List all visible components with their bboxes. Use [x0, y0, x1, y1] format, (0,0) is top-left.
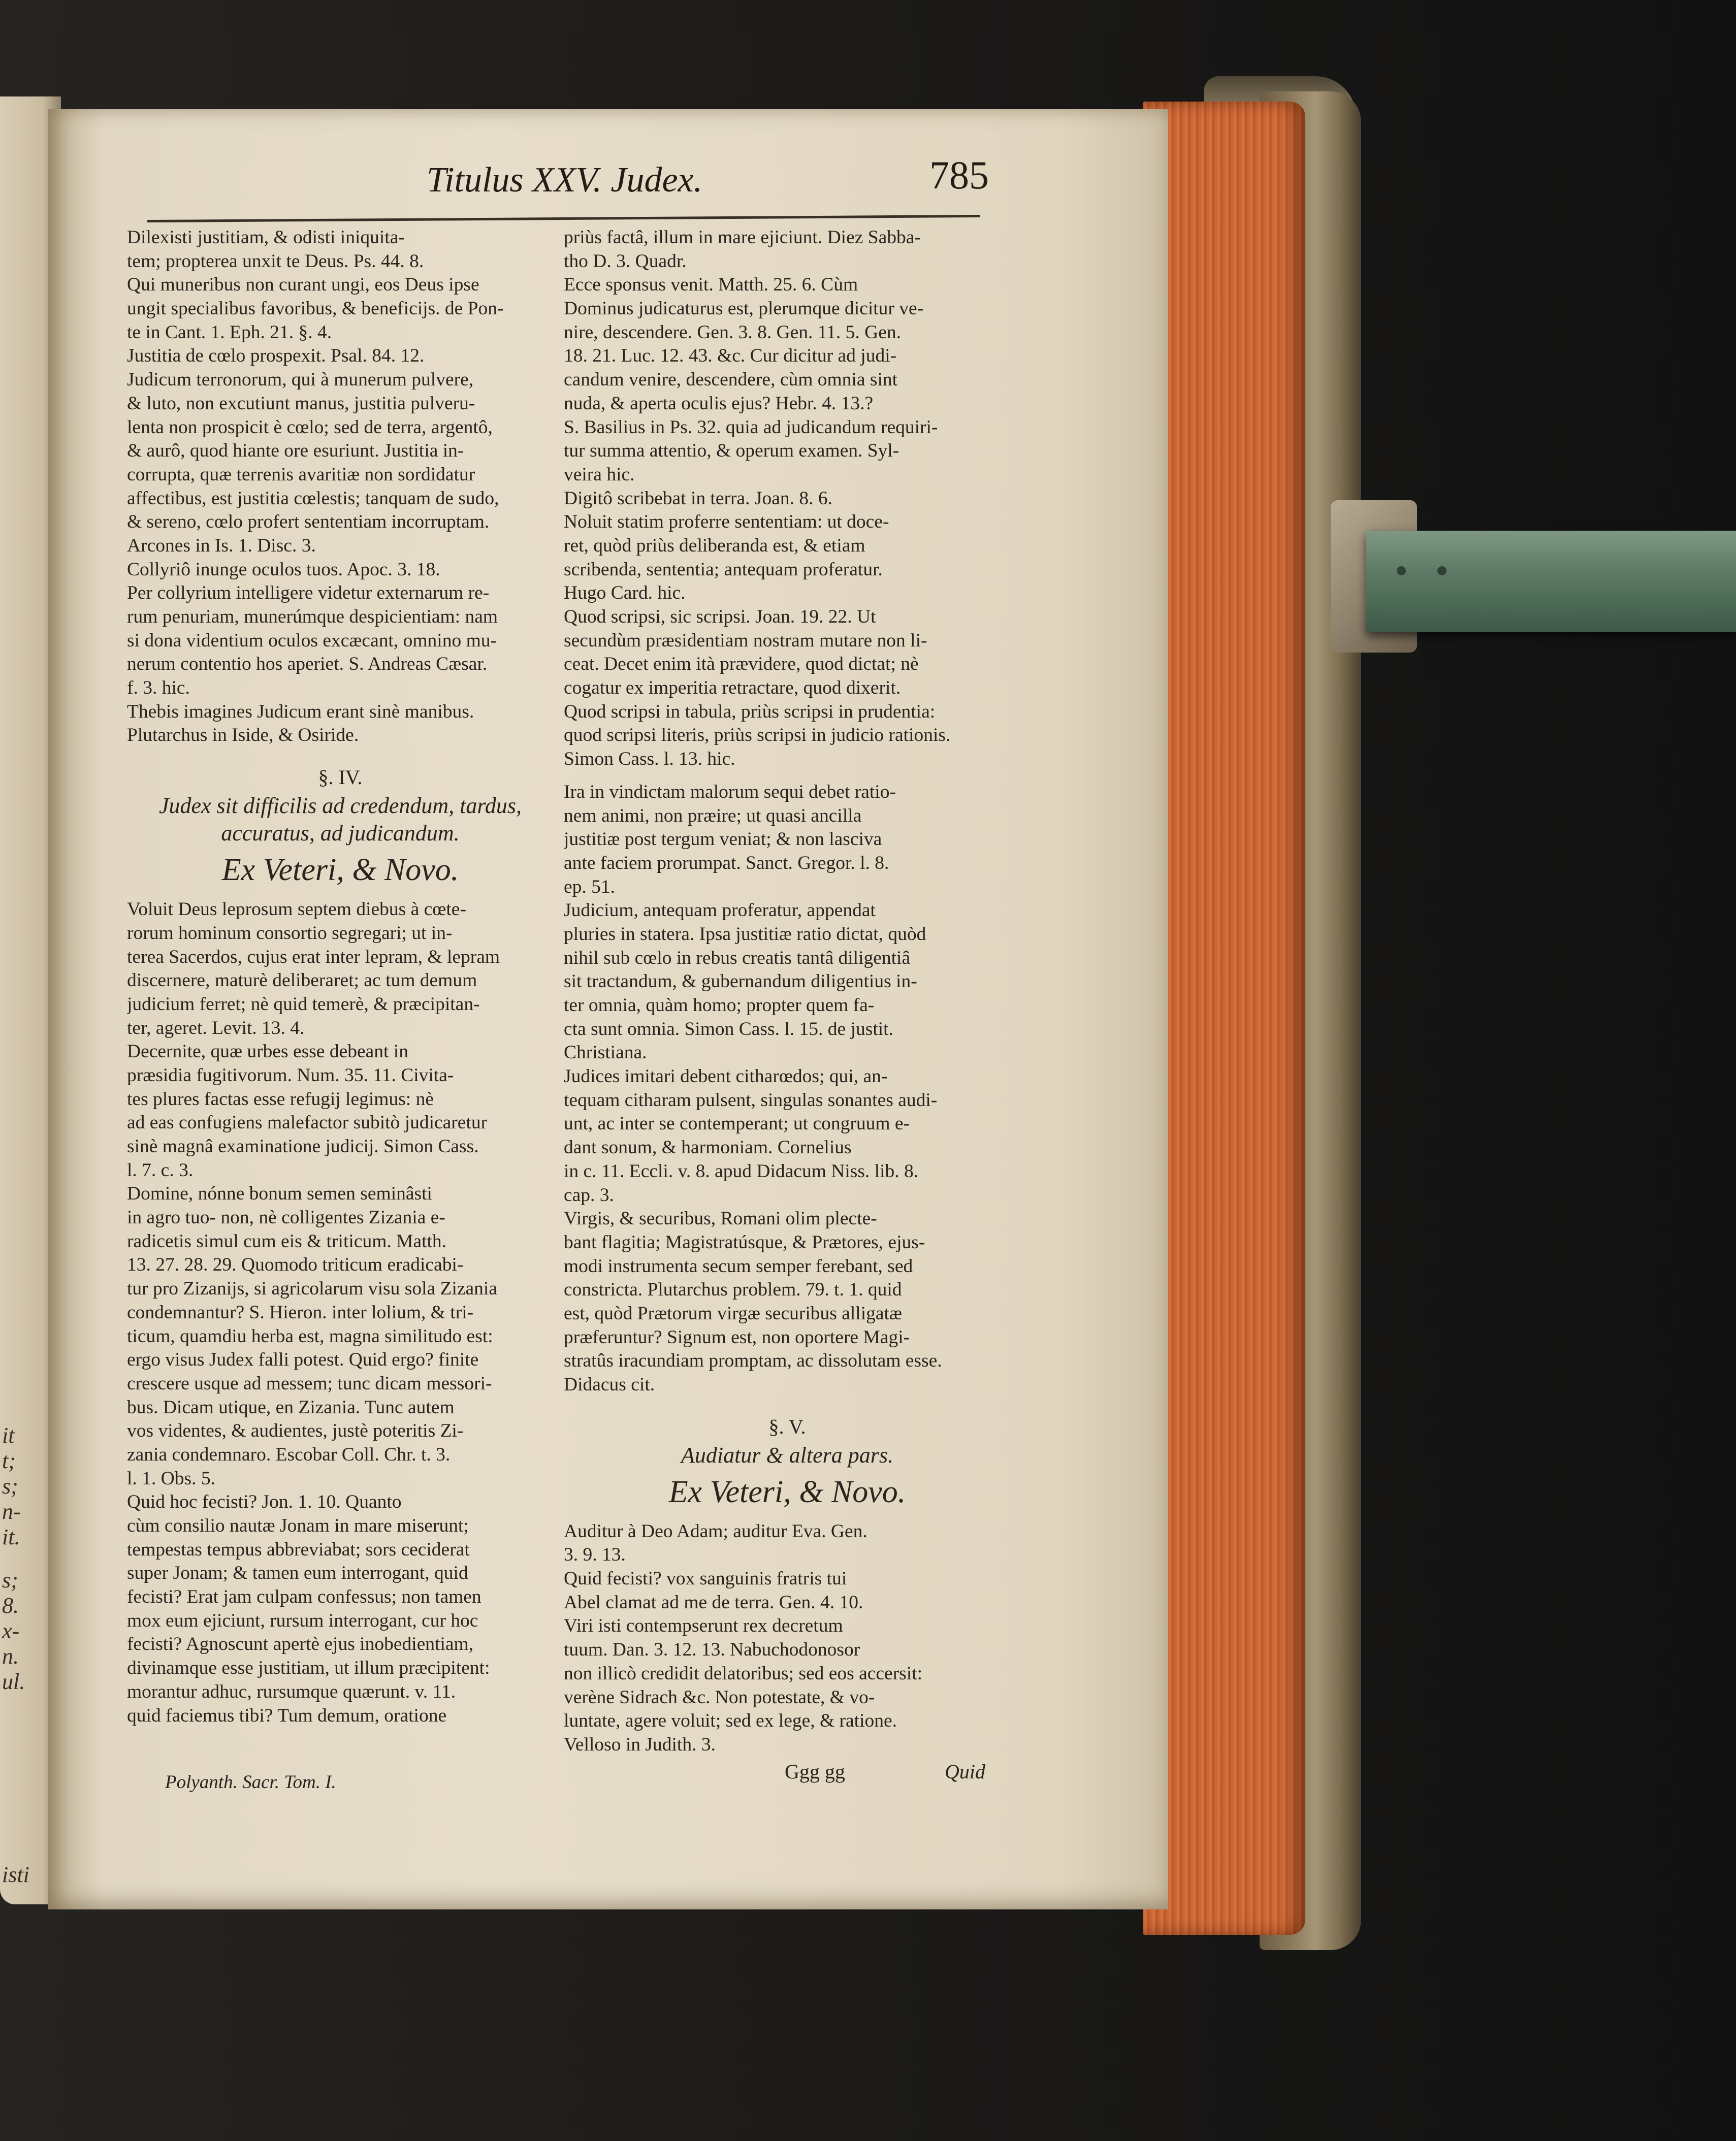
- edge-fragment: 8.: [2, 1593, 19, 1618]
- text-line: ungit specialibus favoribus, & beneficijs. de Pon-: [127, 298, 504, 319]
- text-line: l. 7. c. 3.: [127, 1159, 194, 1181]
- text-line: cogatur ex imperitia retractare, quod dixerit.: [564, 677, 901, 699]
- text-line: Viri isti contempserunt rex decretum: [564, 1615, 843, 1637]
- text-line: Justitia de cœlo prospexit. Psal. 84. 12.: [127, 345, 425, 367]
- source-heading: Ex Veteri, & Novo.: [668, 1474, 906, 1509]
- text-line: & aurô, quod hiante ore esuriunt. Justitia in-: [127, 440, 464, 462]
- text-line: crescere usque ad messem; tunc dicam messori-: [127, 1373, 492, 1394]
- text-line: nihil sub cœlo in rebus creatis tantâ diligentiâ: [564, 947, 911, 968]
- text-line: ter omnia, quàm homo; propter quem fa-: [564, 995, 875, 1016]
- text-line: S. Basilius in Ps. 32. quia ad judicandum requiri-: [564, 416, 938, 438]
- edge-fragment: it: [2, 1423, 15, 1448]
- text-line: veira hic.: [564, 464, 635, 485]
- text-line: Qui muneribus non curant ungi, eos Deus ipse: [127, 274, 479, 296]
- text-line: Virgis, & securibus, Romani olim plecte-: [564, 1208, 877, 1229]
- text-line: mox eum ejiciunt, rursum interrogant, cur hoc: [127, 1610, 478, 1631]
- text-line: Dilexisti justitiam, & odisti iniquita-: [127, 227, 405, 248]
- text-line: Velloso in Judith. 3.: [564, 1734, 716, 1755]
- text-line: ret, quòd priùs deliberanda est, & etiam: [564, 535, 865, 556]
- text-line: si dona videntium oculos excæcant, omnino mu-: [127, 630, 497, 651]
- rivet-icon: [1437, 566, 1446, 575]
- text-line: affectibus, est justitia cœlestis; tanquam de sudo,: [127, 488, 499, 509]
- section-subtitle: Audiatur & altera pars.: [681, 1442, 894, 1468]
- edge-fragment: n-: [2, 1499, 21, 1524]
- text-line: & sereno, cœlo profert sententiam incorruptam.: [127, 511, 490, 533]
- page-header: [427, 150, 1006, 211]
- text-line: super Jonam; & tamen eum interrogant, quid: [127, 1563, 468, 1584]
- text-line: fecisti? Erat jam culpam confessus; non tamen: [127, 1586, 481, 1608]
- text-line: discernere, maturè deliberaret; ac tum demum: [127, 970, 477, 991]
- text-line: l. 1. Obs. 5.: [127, 1468, 215, 1489]
- section-subtitle: accuratus, ad judicandum.: [221, 821, 460, 846]
- text-line: in c. 11. Eccli. v. 8. apud Didacum Niss. lib. 8.: [564, 1160, 919, 1182]
- text-line: tho D. 3. Quadr.: [564, 250, 687, 272]
- text-line: Thebis imagines Judicum erant sinè manibus.: [127, 701, 474, 722]
- text-line: cap. 3.: [564, 1184, 614, 1206]
- text-line: ceat. Decet enim ità prævidere, quod dictat; nè: [564, 654, 919, 675]
- text-line: ante faciem prorumpat. Sanct. Gregor. l. 8.: [564, 852, 889, 873]
- text-line: Collyriô inunge oculos tuos. Apoc. 3. 18.: [127, 559, 440, 580]
- text-line: [127, 1728, 554, 1751]
- text-line: Decernite, quæ urbes esse debeant in: [127, 1041, 408, 1062]
- text-line: Quod scripsi in tabula, priùs scripsi in prudentia:: [564, 701, 936, 722]
- signature-mark: Ggg gg: [785, 1760, 845, 1783]
- text-line: tem; propterea unxit te Deus. Ps. 44. 8.: [127, 250, 424, 272]
- text-line: Hugo Card. hic.: [564, 582, 686, 604]
- edge-fragment: it.: [2, 1524, 20, 1549]
- text-line: secundùm præsidentiam nostram mutare non li-: [564, 630, 927, 651]
- text-line: unt, ac inter se contemperant; ut congruum e-: [564, 1113, 910, 1134]
- text-line: Auditur à Deo Adam; auditur Eva. Gen.: [564, 1520, 867, 1542]
- text-line: priùs factâ, illum in mare ejiciunt. Diez Sabba-: [564, 227, 921, 248]
- text-line: Abel clamat ad me de terra. Gen. 4. 10.: [564, 1592, 863, 1613]
- text-line: Dominus judicaturus est, plerumque dicitur ve-: [564, 298, 924, 319]
- text-line: ep. 51.: [564, 876, 616, 897]
- text-line: justitiæ post tergum veniat; & non lasciva: [564, 829, 882, 850]
- text-line: rorum hominum consortio segregari; ut in-: [127, 922, 453, 944]
- text-line: radicetis simul cum eis & triticum. Matth.: [127, 1230, 447, 1252]
- edge-fragment: s;: [2, 1568, 18, 1593]
- text-line: Christiana.: [564, 1042, 647, 1063]
- text-line: Voluit Deus leprosum septem diebus à cœte-: [127, 899, 466, 920]
- section-subtitle: Judex sit difficilis ad credendum, tardus,: [158, 793, 522, 819]
- text-line: Quid hoc fecisti? Jon. 1. 10. Quanto: [127, 1491, 402, 1513]
- text-line: verène Sidrach &c. Non potestate, & vo-: [564, 1686, 875, 1708]
- edge-fragment: t;: [2, 1448, 16, 1473]
- text-line: corrupta, quæ terrenis avaritiæ non sordidatur: [127, 464, 475, 485]
- text-line: rum penuriam, munerúmque despicientiam: nam: [127, 606, 498, 627]
- text-line: tur pro Zizanijs, si agricolarum visu sola Zizania: [127, 1278, 497, 1300]
- text-line: Ecce sponsus venit. Matth. 25. 6. Cùm: [564, 274, 858, 296]
- text-line: quod scripsi literis, priùs scripsi in judicio rationis.: [564, 725, 951, 746]
- left-column: [127, 226, 554, 1751]
- text-line: bant flagitia; Magistratúsque, & Prætores, ejus-: [564, 1231, 925, 1253]
- page-number: 785: [929, 153, 989, 197]
- text-line: bus. Dicam utique, en Zizania. Tunc autem: [127, 1397, 455, 1418]
- text-line: Domine, nónne bonum semen seminâsti: [127, 1183, 432, 1205]
- text-line: ergo visus Judex falli potest. Quid ergo? finite: [127, 1349, 479, 1371]
- text-line: Judicium, antequam proferatur, appendat: [564, 900, 876, 921]
- edge-fragment: n.: [2, 1644, 19, 1669]
- text-line: f. 3. hic.: [127, 677, 190, 699]
- text-line: zania condemnaro. Escobar Coll. Chr. t. 3.: [127, 1444, 451, 1465]
- text-line: Quod scripsi, sic scripsi. Joan. 19. 22. Ut: [564, 606, 876, 627]
- text-line: sinè magnâ examinatione judicij. Simon Cass.: [127, 1136, 479, 1157]
- text-line: dant sonum, & harmoniam. Cornelius: [564, 1137, 852, 1158]
- rivet-icon: [1397, 566, 1406, 575]
- text-line: ad eas confugiens malefactor subitò judicaretur: [127, 1112, 488, 1133]
- text-line: judicium ferret; nè quid temerè, & præcipitan-: [127, 993, 480, 1015]
- text-line: fecisti? Agnoscunt apertè ejus inobedientiam,: [127, 1634, 474, 1655]
- text-line: tequam citharam pulsent, singulas sonantes audi-: [564, 1089, 938, 1111]
- catchword: Quid: [945, 1760, 985, 1783]
- edge-fragment: x-: [2, 1618, 20, 1643]
- text-line: condemnantur? S. Hieron. inter lolium, & tri-: [127, 1302, 474, 1323]
- text-line: tur summa attentio, & operum examen. Syl-: [564, 440, 899, 462]
- text-line: nem animi, non præire; ut quasi ancilla: [564, 805, 862, 826]
- text-line: modi instrumenta secum semper ferebant, sed: [564, 1255, 913, 1277]
- text-line: lenta non prospicit è cœlo; sed de terra, argentô,: [127, 416, 493, 438]
- edge-fragment: ul.: [2, 1669, 25, 1694]
- text-line: divinamque esse justitiam, ut illum præcipitent:: [127, 1658, 490, 1679]
- running-title: Titulus XXV. Judex.: [427, 160, 703, 200]
- text-line: pluries in statera. Ipsa justitiæ ratio dictat, quòd: [564, 923, 926, 945]
- text-line: in agro tuo- non, nè colligentes Zizania e-: [127, 1207, 445, 1228]
- text-line: Noluit statim proferre sententiam: ut doce-: [564, 511, 889, 533]
- edge-fragment: s;: [2, 1474, 18, 1499]
- text-line: 18. 21. Luc. 12. 43. &c. Cur dicitur ad judi-: [564, 345, 897, 367]
- right-column: [564, 226, 1011, 1757]
- source-heading: Ex Veteri, & Novo.: [221, 853, 459, 888]
- text-line: tuum. Dan. 3. 12. 13. Nabuchodonosor: [564, 1639, 860, 1661]
- text-line: Ira in vindictam malorum sequi debet ratio-: [564, 781, 896, 802]
- text-line: præsidia fugitivorum. Num. 35. 11. Civita-: [127, 1064, 454, 1086]
- metal-clasp: [1366, 531, 1736, 632]
- text-line: Quid fecisti? vox sanguinis fratris tui: [564, 1568, 847, 1589]
- text-line: Digitô scribebat in terra. Joan. 8. 6.: [564, 488, 833, 509]
- section-heading: §. IV.: [318, 766, 363, 789]
- text-line: quid faciemus tibi? Tum demum, oratione: [127, 1705, 447, 1726]
- section-heading: §. V.: [768, 1415, 806, 1438]
- text-line: tes plures factas esse refugij legimus: nè: [127, 1088, 434, 1110]
- text-line: morantur adhuc, rursumque quærunt. v. 11.: [127, 1681, 456, 1702]
- text-line: cta sunt omnia. Simon Cass. l. 15. de justit.: [564, 1018, 893, 1040]
- text-line: non illicò credidit delatoribus; sed eos accersit:: [564, 1663, 923, 1684]
- text-line: nuda, & aperta oculis ejus? Hebr. 4. 13.?: [564, 393, 874, 414]
- text-line: Judices imitari debent citharœdos; qui, an-: [564, 1066, 888, 1087]
- text-line: Judicum terronorum, qui à munerum pulvere,: [127, 369, 474, 391]
- text-line: Plutarchus in Iside, & Osiride.: [127, 725, 359, 746]
- text-line: præferuntur? Signum est, non oportere Magi-: [564, 1326, 910, 1348]
- text-line: constricta. Plutarchus problem. 79. t. 1. quid: [564, 1279, 902, 1301]
- text-line: Per collyrium intelligere videtur externarum re-: [127, 582, 490, 604]
- text-line: luntate, agere voluit; sed ex lege, & ratione.: [564, 1710, 897, 1732]
- edge-fragment: isti: [2, 1862, 29, 1887]
- text-line: Simon Cass. l. 13. hic.: [564, 749, 735, 770]
- text-line: nire, descendere. Gen. 3. 8. Gen. 11. 5. Gen.: [564, 321, 902, 343]
- text-line: ter, ageret. Levit. 13. 4.: [127, 1017, 305, 1039]
- text-line: 13. 27. 28. 29. Quomodo triticum eradicabi-: [127, 1254, 464, 1276]
- text-line: scribenda, sententia; antequam proferatur.: [564, 559, 883, 580]
- text-line: ticum, quamdiu herba est, magna similitudo est:: [127, 1325, 493, 1347]
- text-line: Didacus cit.: [564, 1374, 655, 1395]
- text-line: nerum contentio hos aperiet. S. Andreas Cæsar.: [127, 654, 488, 675]
- text-line: 3. 9. 13.: [564, 1544, 626, 1566]
- text-line: te in Cant. 1. Eph. 21. §. 4.: [127, 321, 332, 343]
- text-line: cùm consilio nautæ Jonam in mare miserunt;: [127, 1515, 469, 1536]
- text-line: est, quòd Prætorum virgæ securibus alligatæ: [564, 1303, 902, 1324]
- text-line: tempestas tempus abbreviabat; sors ceciderat: [127, 1539, 470, 1560]
- text-line: & luto, non excutiunt manus, justitia pulveru-: [127, 393, 475, 414]
- text-line: candum venire, descendere, cùm omnia sint: [564, 369, 898, 391]
- text-line: sit tractandum, & gubernandum diligentius in-: [564, 971, 917, 992]
- text-line: Arcones in Is. 1. Disc. 3.: [127, 535, 316, 556]
- text-line: terea Sacerdos, cujus erat inter lepram, & lepram: [127, 946, 500, 967]
- signature-line: Polyanth. Sacr. Tom. I.: [165, 1772, 336, 1793]
- text-line: stratûs iracundiam promptam, ac dissolutam esse.: [564, 1350, 942, 1372]
- text-line: vos videntes, & audientes, justè poteritis Zi-: [127, 1420, 464, 1442]
